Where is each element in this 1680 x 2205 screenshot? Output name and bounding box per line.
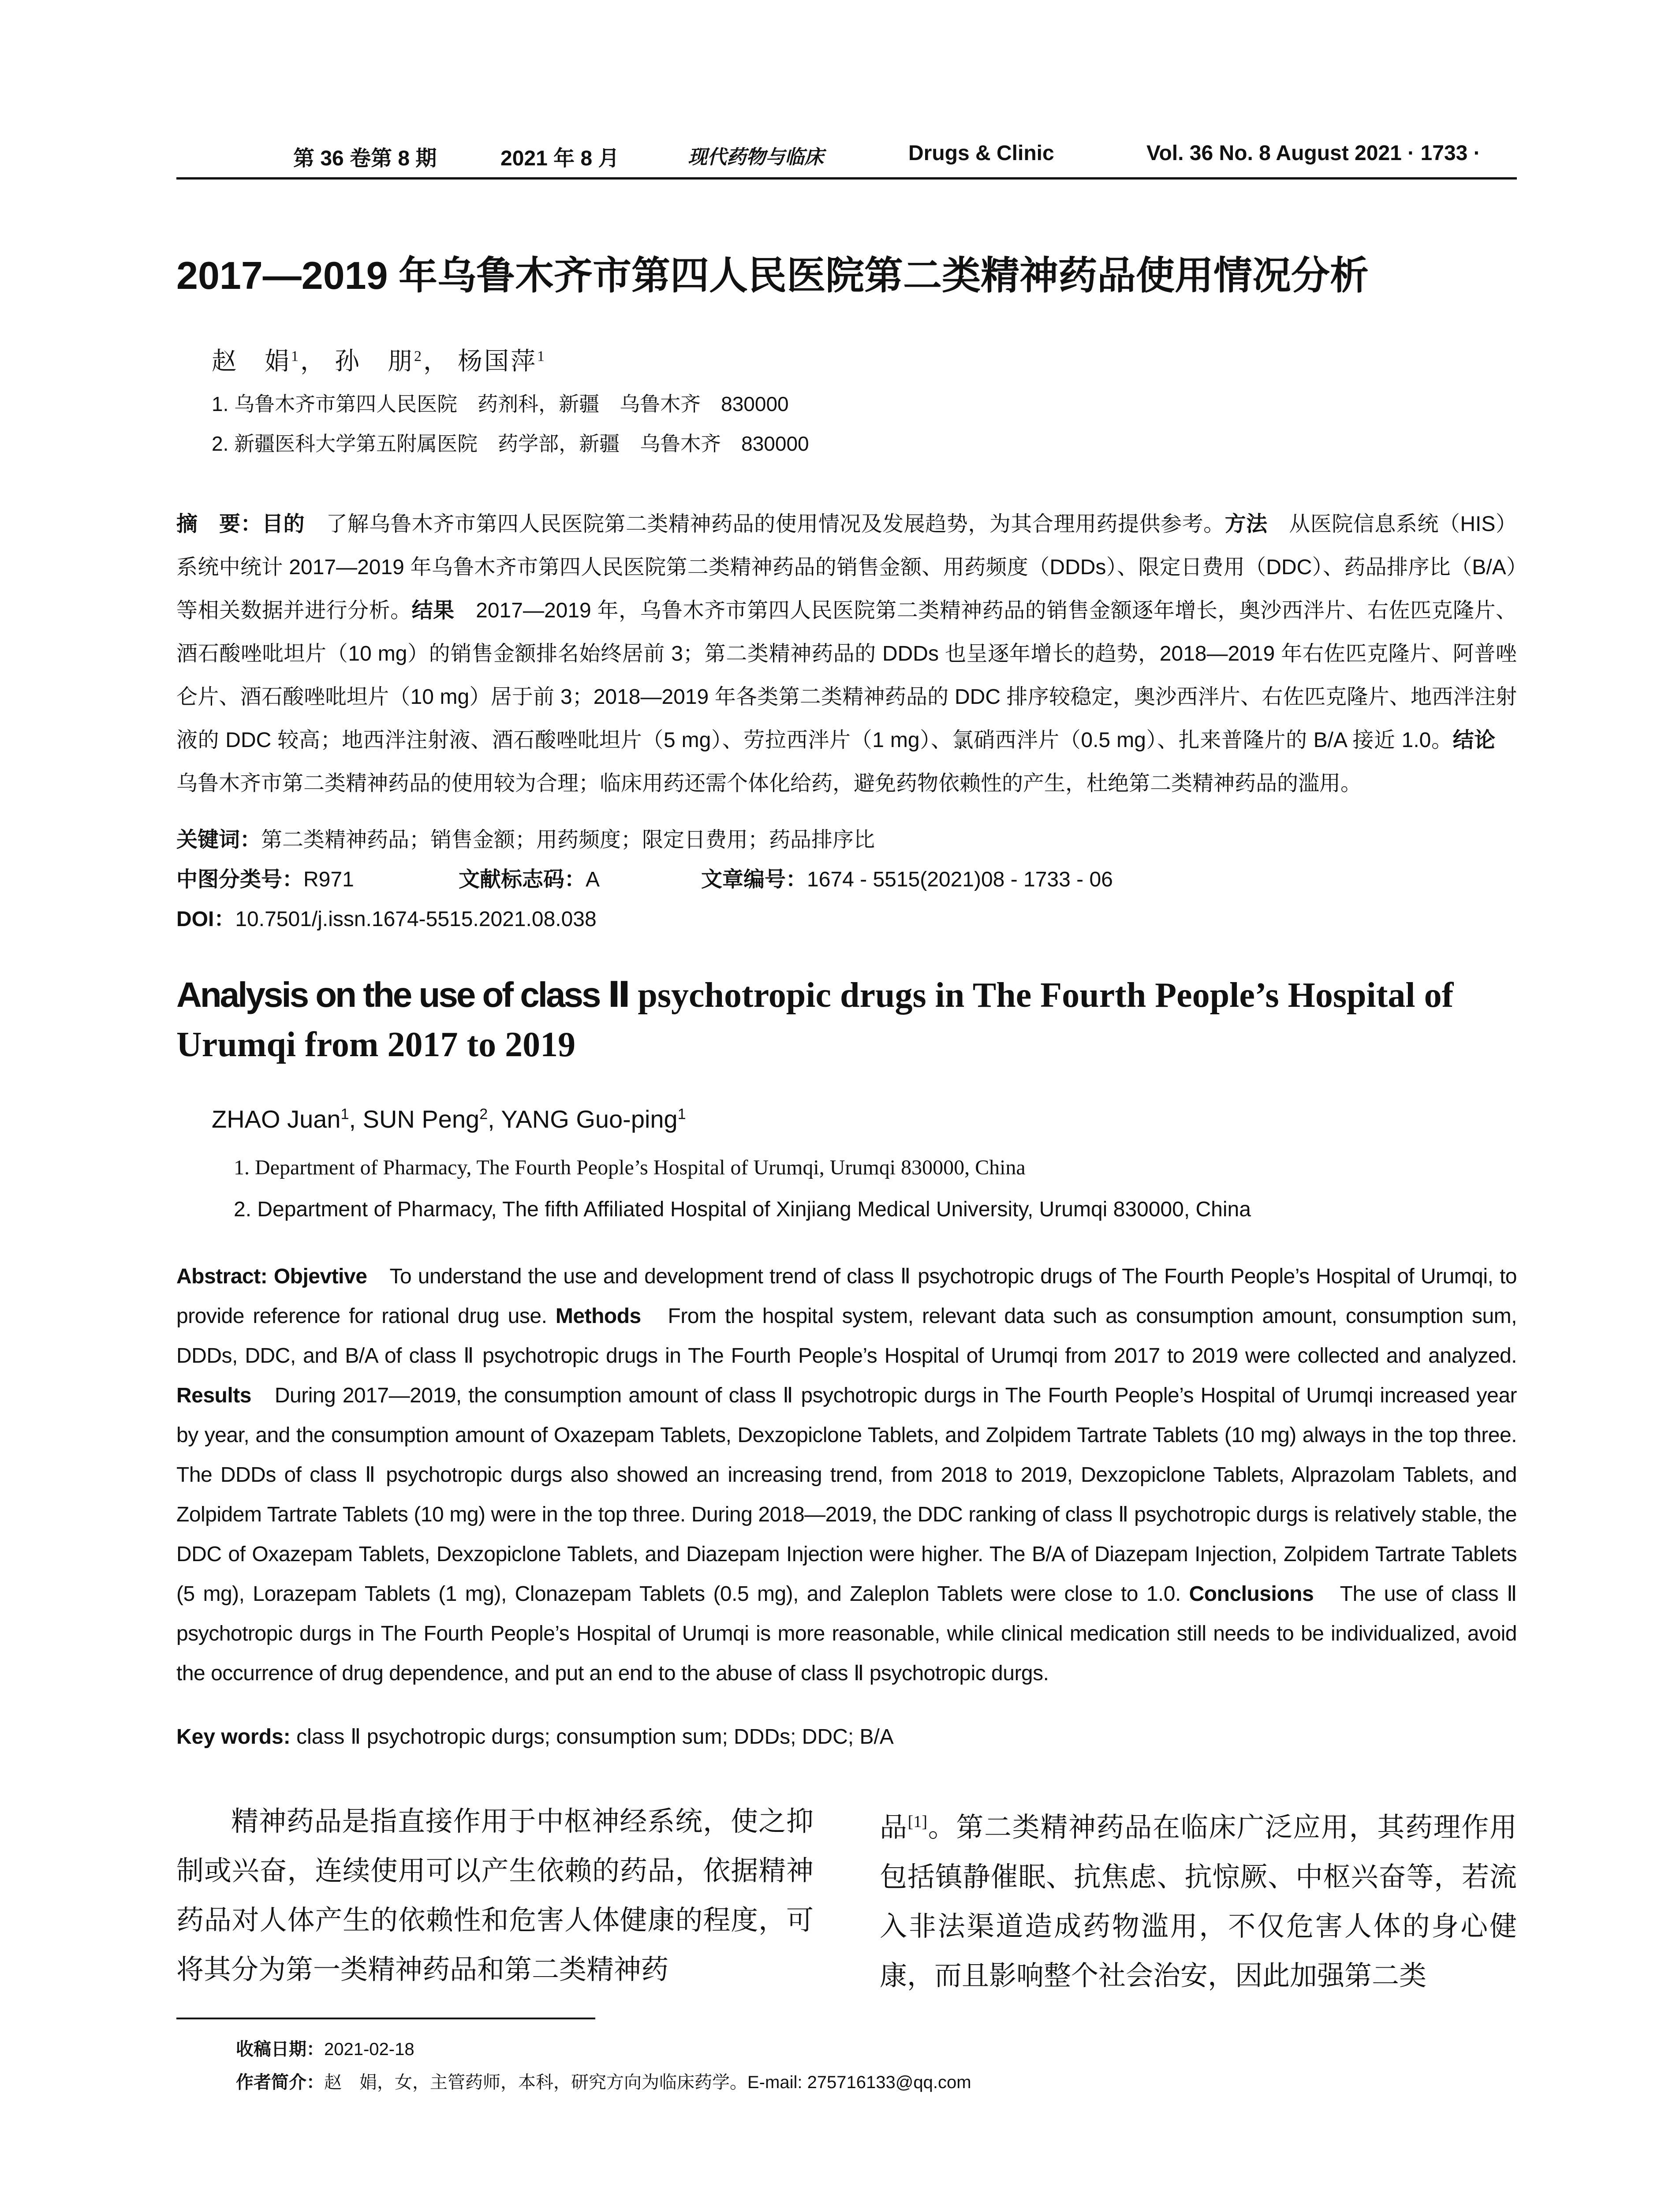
classification-line: 中图分类号：R971 文献标志码：A 文章编号：1674 - 5515(2021)08 - 1733 - 06	[176, 868, 1113, 891]
author-cn-1: 赵 娟	[212, 348, 291, 375]
authors-cn: 赵 娟$^1$， 孙 朋$^2$， 杨国萍$^1$	[212, 348, 546, 375]
keywords-en: Key words: class Ⅱ psychotropic durgs; consumption sum; DDDs; DDC; B/A	[176, 1725, 894, 1749]
header-volume-cn: 第 36 卷第 8 期	[293, 147, 437, 170]
header-volume-en: Vol. 36 No. 8 August 2021 · 1733 ·	[1146, 142, 1481, 165]
affiliation-en-2: 2. Department of Pharmacy, The fifth Affiliated Hospital of Xinjiang Medical University, Urumqi 830000, China	[234, 1198, 1251, 1221]
header-rule	[176, 177, 1517, 179]
running-header	[176, 141, 1504, 172]
footnote-rule	[176, 2018, 595, 2019]
author-en-2: SUN Peng	[362, 1105, 480, 1133]
abstract-cn: 摘 要：目的 了解乌鲁木齐市第四人民医院第二类精神药品的使用情况及发展趋势，为其合理用药提供参考。方法 从医院信息系统（HIS）系统中统计 2017—2019 年乌鲁木齐市第四人民医院第二类精神药品的销售金额、用药频度（DDDs）、限定日费用（DDC）、药品排序比（B/A）等相关数据并进行分析。结果 2017—2019 年，乌鲁木齐市第四人民医院第二类精神药品的销售金额逐年增长，奥沙西泮片、右佐匹克隆片、酒石酸唑吡坦片（10 mg）的销售金额排名始终居前 3；第二类精神药品的 DDDs 也呈逐年增长的趋势，2018—2019 年右佐匹克隆片、阿普唑仑片、酒石酸唑吡坦片（10 mg）居于前 3；2018—2019 年各类第二类精神药品的 DDC 排序较稳定，奥沙西泮片、右佐匹克隆片、地西泮注射液的 DDC 较高；地西泮注射液、酒石酸唑吡坦片（5 mg）、劳拉西泮片（1 mg）、氯硝西泮片（0.5 mg）、扎来普隆片的 B/A 接近 1.0。结论 乌鲁木齐市第二类精神药品的使用较为合理；临床用药还需个体化给药，避免药物依赖性的产生，杜绝第二类精神药品的滥用。	[176, 512, 1517, 795]
body-column-right: 品[1]。第二类精神药品在临床广泛应用，其药理作用包括镇静催眠、抗焦虑、抗惊厥、中枢兴奋等，若流入非法渠道造成药物滥用，不仅危害人体的身心健康，而且影响整个社会治安，因此加强第二类	[880, 1813, 1517, 1991]
article-id: 1674 - 5515(2021)08 - 1733 - 06	[807, 868, 1113, 891]
header-journal-en: Drugs & Clinic	[908, 142, 1054, 165]
abstract-en: Abstract: Objevtive To understand the use and development trend of class Ⅱ psychotropic drugs of The Fourth People’s Hospital of Urumqi, to provide reference for rational drug use. Methods From the hospital system, relevant data such as consumption amount, consumption sum, DDDs, DDC, and B/A of class Ⅱ psychotropic drugs in The Fourth People’s Hospital of Urumqi from 2017 to 2019 were collected and analyzed. Results During 2017—2019, the consumption amount of class Ⅱ psychotropic durgs in The Fourth People’s Hospital of Urumqi increased year by year, and the consumption amount of Oxazepam Tablets, Dexzopiclone Tablets, and Zolpidem Tartrate Tablets (10 mg) always in the top three. The DDDs of class Ⅱ psychotropic durgs also showed an increasing trend, from 2018 to 2019, Dexzopiclone Tablets, Alprazolam Tablets, and Zolpidem Tartrate Tablets (10 mg) were in the top three. During 2018—2019, the DDC ranking of class Ⅱ psychotropic durgs is relatively stable, the DDC of Oxazepam Tablets, Dexzopiclone Tablets, and Diazepam Injection were higher. The B/A of Diazepam Injection, Zolpidem Tartrate Tablets (5 mg), Lorazepam Tablets (1 mg), Clonazepam Tablets (0.5 mg), and Zaleplon Tablets were close to 1.0. Conclusions The use of class Ⅱ psychotropic durgs in The Fourth People’s Hospital of Urumqi is more reasonable, while clinical medication still needs to be individualized, avoid the occurrence of drug dependence, and put an end to the abuse of class Ⅱ psychotropic durgs.	[176, 1265, 1517, 1685]
footnote-received: 收稿日期：2021-02-18	[236, 2040, 414, 2059]
clc-number: R971	[303, 868, 354, 891]
title-cn: 2017—2019 年乌鲁木齐市第四人民医院第二类精神药品使用情况分析	[176, 254, 1369, 297]
doi-line: DOI：10.7501/j.issn.1674-5515.2021.08.038	[176, 908, 597, 931]
document-code: A	[586, 868, 600, 891]
doi-value[interactable]: 10.7501/j.issn.1674-5515.2021.08.038	[235, 908, 597, 931]
author-cn-2: 孙 朋	[335, 348, 414, 375]
affiliation-en-1: 1. Department of Pharmacy, The Fourth People’s Hospital of Urumqi, Urumqi 830000, China	[234, 1156, 1026, 1179]
citation-ref-1[interactable]: [1]	[907, 1813, 927, 1831]
affiliation-cn-2: 2. 新疆医科大学第五附属医院 药学部，新疆 乌鲁木齐 830000	[212, 432, 809, 455]
affiliation-cn-1: 1. 乌鲁木齐市第四人民医院 药剂科，新疆 乌鲁木齐 830000	[212, 392, 789, 415]
header-journal-cn: 现代药物与临床	[688, 146, 824, 168]
author-en-3: YANG Guo-ping	[501, 1105, 678, 1133]
title-en: Analysis on the use of class Ⅱ psychotropic drugs in The Fourth People’s Hospital of Urumqi from 2017 to 2019	[176, 975, 1454, 1064]
keywords-cn: 关键词：第二类精神药品；销售金额；用药频度；限定日费用；药品排序比	[176, 828, 875, 852]
footnote-author: 作者简介：赵 娟，女，主管药师，本科，研究方向为临床药学。E-mail: 275716133@qq.com	[236, 2073, 971, 2092]
author-cn-3: 杨国萍	[458, 348, 537, 375]
body-column-left: 精神药品是指直接作用于中枢神经系统，使之抑制或兴奋，连续使用可以产生依赖的药品，依据精神药品对人体产生的依赖性和危害人体健康的程度，可将其分为第一类精神药品和第二类精神药	[176, 1807, 814, 1985]
authors-en: ZHAO Juan$^1$, SUN Peng$^2$, YANG Guo-ping$^1$	[212, 1105, 686, 1133]
header-date-cn: 2021 年 8 月	[500, 147, 620, 170]
author-en-1: ZHAO Juan	[212, 1105, 341, 1133]
